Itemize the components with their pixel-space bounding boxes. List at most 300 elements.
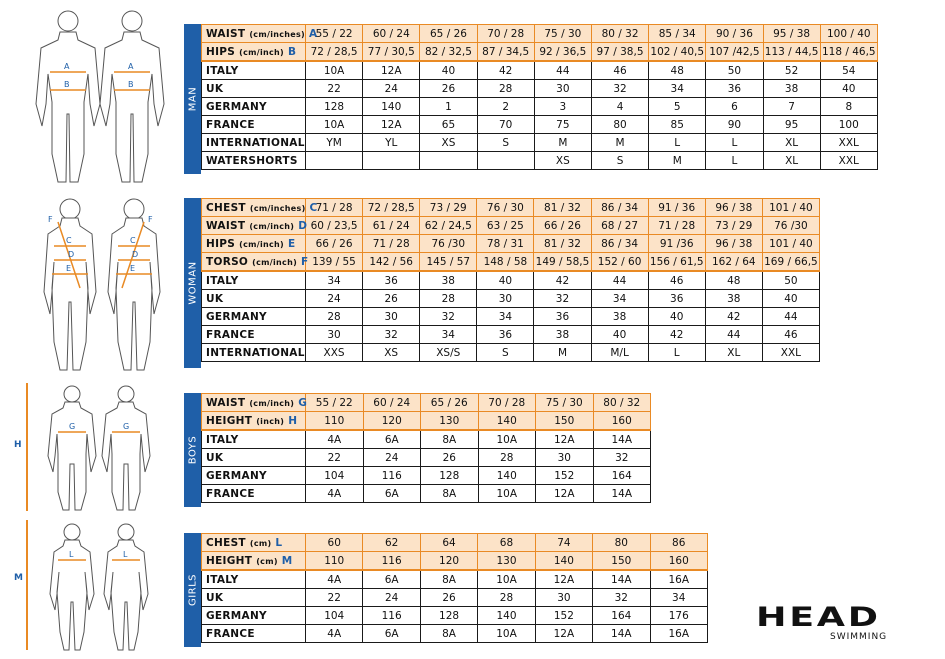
row-label xyxy=(202,152,306,170)
woman-code-c: C xyxy=(66,236,72,245)
size-cell: 75 xyxy=(534,116,591,134)
row-label-text: UK xyxy=(206,591,224,604)
row-label xyxy=(202,570,306,589)
size-cell: XS/S xyxy=(420,344,477,362)
size-cell: 8A xyxy=(421,430,479,449)
size-cell: 30 xyxy=(363,308,420,326)
size-cell: L xyxy=(648,344,705,362)
size-cell: 14A xyxy=(593,430,651,449)
size-cell: 30 xyxy=(534,80,591,98)
size-cell: 169 / 66,5 xyxy=(762,253,819,272)
size-cell: 85 xyxy=(649,116,706,134)
row-label xyxy=(202,116,306,134)
row-label xyxy=(202,61,306,80)
row-measure-code: M xyxy=(281,554,293,567)
row-label-text: HEIGHT xyxy=(206,414,253,427)
size-cell: 30 xyxy=(535,589,592,607)
row-label-text: WAIST xyxy=(206,27,246,40)
row-label-text: HEIGHT xyxy=(206,554,253,567)
size-cell: S xyxy=(591,152,648,170)
size-row xyxy=(202,467,651,485)
size-cell: 116 xyxy=(363,552,420,571)
row-unit: (cm) xyxy=(249,538,272,548)
size-cell: 76 /30 xyxy=(762,217,819,235)
size-cell: 3 xyxy=(534,98,591,116)
row-label-text: FRANCE xyxy=(206,328,255,341)
size-cell: 12A xyxy=(535,625,592,643)
size-cell: 116 xyxy=(363,467,421,485)
girls-height-code: M xyxy=(14,573,23,583)
size-cell: XXL xyxy=(820,152,877,170)
size-cell: 63 / 25 xyxy=(477,217,534,235)
row-unit: (cm/inch) xyxy=(249,221,295,231)
size-cell: 95 xyxy=(763,116,820,134)
row-unit: (cm/inches) xyxy=(249,203,306,213)
size-cell: 62 / 24,5 xyxy=(420,217,477,235)
size-cell: 71 / 28 xyxy=(648,217,705,235)
size-cell: 176 xyxy=(650,607,707,625)
size-cell: 90 / 36 xyxy=(706,25,763,43)
boys-code-g: G xyxy=(69,422,76,431)
size-cell: 36 xyxy=(534,308,591,326)
size-cell: 60 / 24 xyxy=(363,394,421,412)
size-cell: 86 / 34 xyxy=(591,235,648,253)
size-cell: 32 xyxy=(420,308,477,326)
size-cell: 73 / 29 xyxy=(705,217,762,235)
row-label xyxy=(202,394,306,412)
size-cell: 142 / 56 xyxy=(363,253,420,272)
size-cell: 128 xyxy=(421,467,479,485)
size-cell: 26 xyxy=(421,449,479,467)
size-cell: 128 xyxy=(306,98,363,116)
size-cell: 55 / 22 xyxy=(306,25,363,43)
size-cell: 68 / 27 xyxy=(591,217,648,235)
row-label-text: FRANCE xyxy=(206,487,255,500)
size-row xyxy=(202,271,820,290)
girls-section-label: GIRLS xyxy=(187,573,198,607)
woman-section-tab xyxy=(184,198,201,368)
size-cell: 30 xyxy=(306,326,363,344)
size-row xyxy=(202,80,878,98)
size-cell: 2 xyxy=(477,98,534,116)
size-cell: L xyxy=(649,134,706,152)
size-cell: 64 xyxy=(420,534,477,552)
size-row xyxy=(202,607,708,625)
size-cell: 50 xyxy=(762,271,819,290)
size-cell: YL xyxy=(363,134,420,152)
row-label-text: ITALY xyxy=(206,573,239,586)
size-cell: XL xyxy=(763,152,820,170)
size-cell: 116 xyxy=(363,607,420,625)
row-label-text: WAIST xyxy=(206,219,246,232)
size-cell: 34 xyxy=(420,326,477,344)
row-label-text: ITALY xyxy=(206,433,239,446)
size-cell: M xyxy=(534,344,591,362)
size-cell: 70 / 28 xyxy=(478,394,536,412)
man-back-code-a: A xyxy=(128,62,134,71)
man-section-label: MAN xyxy=(187,86,198,112)
row-label-text: FRANCE xyxy=(206,118,255,131)
size-cell: XXS xyxy=(306,344,363,362)
row-label xyxy=(202,43,306,62)
size-row xyxy=(202,61,878,80)
row-label-text: WATERSHORTS xyxy=(206,154,298,167)
size-cell: 75 / 30 xyxy=(534,25,591,43)
size-cell: 34 xyxy=(650,589,707,607)
size-cell: 40 xyxy=(477,271,534,290)
size-cell: 91 / 36 xyxy=(648,199,705,217)
size-cell: 12A xyxy=(363,116,420,134)
boys-size-table xyxy=(201,393,651,503)
size-cell: 120 xyxy=(420,552,477,571)
man-section-tab xyxy=(184,24,201,174)
size-row xyxy=(202,253,820,272)
size-cell: 66 / 26 xyxy=(534,217,591,235)
size-row xyxy=(202,25,878,43)
size-cell: 110 xyxy=(306,412,364,431)
row-label xyxy=(202,98,306,116)
size-cell: 54 xyxy=(820,61,877,80)
size-cell: 86 xyxy=(650,534,707,552)
boys-section-tab xyxy=(184,393,201,507)
size-cell: 148 / 58 xyxy=(477,253,534,272)
size-cell: 38 xyxy=(763,80,820,98)
size-row xyxy=(202,534,708,552)
size-row xyxy=(202,134,878,152)
size-cell: 14A xyxy=(593,625,650,643)
size-cell: 28 xyxy=(477,80,534,98)
boys-back-code-g: G xyxy=(123,422,130,431)
size-cell: M xyxy=(534,134,591,152)
size-cell: 162 / 64 xyxy=(705,253,762,272)
size-cell: 32 xyxy=(591,80,648,98)
row-unit: (cm/inch) xyxy=(249,398,295,408)
size-row xyxy=(202,430,651,449)
row-label xyxy=(202,430,306,449)
size-row xyxy=(202,589,708,607)
size-cell: 101 / 40 xyxy=(762,199,819,217)
size-cell: 28 xyxy=(478,449,536,467)
size-cell: 101 / 40 xyxy=(762,235,819,253)
size-cell: 73 / 29 xyxy=(420,199,477,217)
row-label xyxy=(202,467,306,485)
size-cell: 164 xyxy=(593,467,651,485)
size-row xyxy=(202,449,651,467)
size-cell: 14A xyxy=(593,485,651,503)
size-cell: 70 / 28 xyxy=(477,25,534,43)
row-label-text: CHEST xyxy=(206,201,246,214)
row-label-text: FRANCE xyxy=(206,627,255,640)
size-cell: 80 xyxy=(591,116,648,134)
size-cell: 36 xyxy=(706,80,763,98)
size-cell: 1 xyxy=(420,98,477,116)
size-cell: 140 xyxy=(363,98,420,116)
size-cell: XS xyxy=(420,134,477,152)
woman-code-d: D xyxy=(68,250,75,259)
size-cell: 5 xyxy=(649,98,706,116)
size-cell: 34 xyxy=(477,308,534,326)
woman-section-label: WOMAN xyxy=(187,261,198,305)
woman-back-code-e: E xyxy=(130,264,136,273)
size-row xyxy=(202,344,820,362)
size-cell: 4 xyxy=(591,98,648,116)
size-cell: 28 xyxy=(420,290,477,308)
size-cell: XL xyxy=(705,344,762,362)
size-cell: 87 / 34,5 xyxy=(477,43,534,62)
row-label-text: HIPS xyxy=(206,45,236,58)
row-label-text: UK xyxy=(206,292,224,305)
row-unit: (cm/inches) xyxy=(249,29,306,39)
row-label-text: UK xyxy=(206,451,224,464)
size-row xyxy=(202,485,651,503)
size-cell: 40 xyxy=(820,80,877,98)
size-cell: 80 / 32 xyxy=(591,25,648,43)
logo-wordmark: HEAD xyxy=(756,602,881,633)
size-cell: 60 / 23,5 xyxy=(306,217,363,235)
row-label xyxy=(202,607,306,625)
row-label xyxy=(202,344,306,362)
man-back-code-b: B xyxy=(128,80,134,89)
size-cell: 10A xyxy=(306,116,363,134)
size-row xyxy=(202,570,708,589)
size-cell: 6A xyxy=(363,430,421,449)
size-row xyxy=(202,235,820,253)
size-cell: XXL xyxy=(762,344,819,362)
size-cell: 97 / 38,5 xyxy=(591,43,648,62)
size-cell: 65 / 26 xyxy=(421,394,479,412)
size-cell: 42 xyxy=(648,326,705,344)
girls-body-illustration xyxy=(44,520,174,655)
size-cell: 76 /30 xyxy=(420,235,477,253)
woman-back-code-f: F xyxy=(148,215,153,224)
size-cell: XS xyxy=(363,344,420,362)
row-label xyxy=(202,449,306,467)
size-cell: 82 / 32,5 xyxy=(420,43,477,62)
size-cell: 92 / 36,5 xyxy=(534,43,591,62)
row-measure-code: E xyxy=(287,237,296,250)
size-cell: 120 xyxy=(363,412,421,431)
size-cell: 26 xyxy=(420,80,477,98)
size-cell: YM xyxy=(306,134,363,152)
size-cell: 34 xyxy=(649,80,706,98)
size-cell: 91 /36 xyxy=(648,235,705,253)
size-cell: 90 xyxy=(706,116,763,134)
size-cell: 38 xyxy=(534,326,591,344)
size-cell: XXL xyxy=(820,134,877,152)
size-cell: 152 xyxy=(536,467,594,485)
size-cell: 71 / 28 xyxy=(306,199,363,217)
size-cell: 72 / 28,5 xyxy=(363,199,420,217)
size-cell: 96 / 38 xyxy=(705,235,762,253)
size-cell: L xyxy=(706,134,763,152)
size-cell: 4A xyxy=(306,570,363,589)
size-cell: 107 /42,5 xyxy=(706,43,763,62)
size-cell: 10A xyxy=(478,570,535,589)
size-cell: 128 xyxy=(420,607,477,625)
size-cell: 130 xyxy=(421,412,479,431)
size-cell xyxy=(363,152,420,170)
size-cell: 60 / 24 xyxy=(363,25,420,43)
size-cell: 52 xyxy=(763,61,820,80)
size-cell: 75 / 30 xyxy=(536,394,594,412)
size-cell: 104 xyxy=(306,467,364,485)
size-cell: 71 / 28 xyxy=(363,235,420,253)
size-cell: 10A xyxy=(478,625,535,643)
woman-code-e: E xyxy=(66,264,72,273)
row-measure-code: G xyxy=(298,396,308,409)
girls-size-table xyxy=(201,533,708,643)
size-cell: 140 xyxy=(535,552,592,571)
row-label xyxy=(202,290,306,308)
row-label-text: ITALY xyxy=(206,64,239,77)
row-measure-code: B xyxy=(287,45,297,58)
row-label xyxy=(202,589,306,607)
size-cell: 6 xyxy=(706,98,763,116)
size-cell: 7 xyxy=(763,98,820,116)
size-cell: 8A xyxy=(421,485,479,503)
size-cell: 32 xyxy=(363,326,420,344)
size-cell: 44 xyxy=(762,308,819,326)
size-cell: 22 xyxy=(306,589,363,607)
row-unit: (cm/inch) xyxy=(239,239,285,249)
man-code-b: B xyxy=(64,80,70,89)
size-row xyxy=(202,217,820,235)
size-cell: 152 xyxy=(535,607,592,625)
size-cell: 140 xyxy=(478,412,536,431)
row-measure-code: D xyxy=(298,219,308,232)
size-cell: 40 xyxy=(762,290,819,308)
row-measure-code: A xyxy=(309,27,318,40)
row-label-text: INTERNATIONAL xyxy=(206,136,305,149)
row-label xyxy=(202,25,318,43)
size-cell: 113 / 44,5 xyxy=(763,43,820,62)
size-cell: 4A xyxy=(306,485,364,503)
size-row xyxy=(202,116,878,134)
size-cell: 66 / 26 xyxy=(306,235,363,253)
size-cell: 28 xyxy=(478,589,535,607)
size-cell xyxy=(420,152,477,170)
woman-code-f: F xyxy=(48,215,53,224)
man-size-table xyxy=(201,24,878,170)
size-cell: 30 xyxy=(536,449,594,467)
size-cell: 72 / 28,5 xyxy=(306,43,363,62)
size-cell xyxy=(477,152,534,170)
row-label xyxy=(202,326,306,344)
size-cell: 24 xyxy=(363,449,421,467)
size-cell: 149 / 58,5 xyxy=(534,253,591,272)
size-cell: 95 / 38 xyxy=(763,25,820,43)
boys-height-code: H xyxy=(14,440,22,450)
size-cell: 55 / 22 xyxy=(306,394,364,412)
size-cell: 36 xyxy=(477,326,534,344)
size-cell: 60 xyxy=(306,534,363,552)
size-row xyxy=(202,625,708,643)
size-cell: 8A xyxy=(420,570,477,589)
size-row xyxy=(202,326,820,344)
size-row xyxy=(202,43,878,62)
size-cell: 38 xyxy=(591,308,648,326)
row-label xyxy=(202,485,306,503)
size-cell: L xyxy=(706,152,763,170)
row-label-text: ITALY xyxy=(206,274,239,287)
row-label xyxy=(202,625,306,643)
size-cell: 130 xyxy=(478,552,535,571)
size-cell: 85 / 34 xyxy=(649,25,706,43)
size-cell: 145 / 57 xyxy=(420,253,477,272)
size-cell: 6A xyxy=(363,625,420,643)
size-cell: 6A xyxy=(363,485,421,503)
size-cell: 140 xyxy=(478,607,535,625)
row-unit: (cm) xyxy=(256,556,278,566)
row-label-text: TORSO xyxy=(206,255,249,268)
boys-section-label: BOYS xyxy=(187,435,198,465)
size-cell: 12A xyxy=(536,485,594,503)
size-cell: 28 xyxy=(306,308,363,326)
row-label-text: CHEST xyxy=(206,536,246,549)
size-cell: XL xyxy=(763,134,820,152)
size-row xyxy=(202,552,708,571)
size-cell: M xyxy=(591,134,648,152)
size-cell: 12A xyxy=(363,61,420,80)
row-measure-code: L xyxy=(275,536,283,549)
size-cell: 110 xyxy=(306,552,363,571)
row-unit: (cm/inch) xyxy=(252,257,298,267)
row-unit: (inch) xyxy=(256,416,285,426)
size-cell: 42 xyxy=(705,308,762,326)
size-row xyxy=(202,412,651,431)
row-measure-code: C xyxy=(309,201,318,214)
size-cell: 24 xyxy=(363,80,420,98)
size-cell: 81 / 32 xyxy=(534,235,591,253)
size-cell: 16A xyxy=(650,570,707,589)
size-cell: 139 / 55 xyxy=(306,253,363,272)
size-cell: 150 xyxy=(593,552,650,571)
size-cell: S xyxy=(477,134,534,152)
girls-section-tab xyxy=(184,533,201,647)
size-cell: 42 xyxy=(534,271,591,290)
size-cell: 81 / 32 xyxy=(534,199,591,217)
row-measure-code: F xyxy=(301,255,309,268)
woman-back-code-d: D xyxy=(132,250,139,259)
size-cell: 22 xyxy=(306,80,363,98)
size-cell: 12A xyxy=(535,570,592,589)
size-cell: 70 xyxy=(477,116,534,134)
size-cell: 118 / 46,5 xyxy=(820,43,877,62)
row-label xyxy=(202,308,306,326)
woman-body-illustration xyxy=(30,192,190,372)
size-cell: 40 xyxy=(591,326,648,344)
size-cell: 48 xyxy=(649,61,706,80)
row-label xyxy=(202,217,306,235)
size-cell: 102 / 40,5 xyxy=(649,43,706,62)
size-cell: 4A xyxy=(306,430,364,449)
size-cell: 156 / 61,5 xyxy=(648,253,705,272)
row-label-text: UK xyxy=(206,82,224,95)
row-label xyxy=(202,80,306,98)
size-cell: 8A xyxy=(420,625,477,643)
size-cell: 104 xyxy=(306,607,363,625)
size-cell: 68 xyxy=(478,534,535,552)
boys-height-bar xyxy=(26,383,28,511)
size-cell: 6A xyxy=(363,570,420,589)
size-cell: 46 xyxy=(762,326,819,344)
row-label xyxy=(202,534,306,552)
size-cell: 44 xyxy=(534,61,591,80)
row-label-text: GERMANY xyxy=(206,609,267,622)
size-cell: 38 xyxy=(420,271,477,290)
logo-tagline: SWIMMING xyxy=(830,632,888,642)
size-cell: 8 xyxy=(820,98,877,116)
